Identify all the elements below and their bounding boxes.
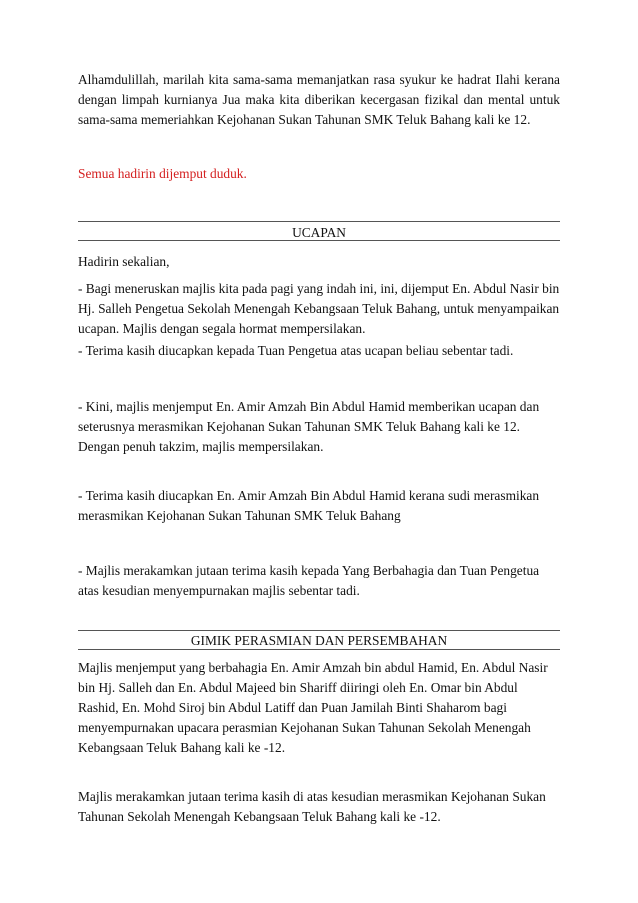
- ucapan-paragraph-4: - Terima kasih diucapkan En. Amir Amzah Bin Abdul Hamid kerana sudi merasmikan merasmikan Kejohanan Sukan Tahunan SMK Teluk Bahang: [78, 488, 540, 523]
- ucapan-paragraph-3: - Kini, majlis menjemput En. Amir Amzah Bin Abdul Hamid memberikan ucapan dan seterusnya merasmikan Kejohanan Sukan Tahunan SMK Teluk Bahang kali ke 12. Dengan penuh takzim, majlis mempersilakan.: [78, 399, 540, 454]
- divider-bottom-gimik: [78, 649, 560, 650]
- intro-paragraph: Alhamdulillah, marilah kita sama-sama memanjatkan rasa syukur ke hadrat Ilahi kerana dengan limpah kurnianya Jua maka kita diberikan kecergasan fizikal dan mental untuk sama-sama memeriahkan Kejohanan Sukan Tahunan SMK Teluk Bahang kali ke 12.: [78, 72, 560, 127]
- ucapan-paragraph-1: - Bagi meneruskan majlis kita pada pagi yang indah ini, ini, dijemput En. Abdul Nasir bin Hj. Salleh Pengetua Sekolah Menengah Kebangsaan Teluk Bahang, untuk menyampaikan ucapan. Majlis dengan segala hormat mempersilakan.: [78, 281, 560, 336]
- gimik-paragraph-1: Majlis menjemput yang berbahagia En. Amir Amzah bin abdul Hamid, En. Abdul Nasir bin Hj. Salleh dan En. Abdul Majeed bin Shariff diiringi oleh En. Omar bin Abdul Rashid, En. Mohd Siroj bin Abdul Latiff dan Puan Jamilah Binti Shaharom bagi menyempurnakan upacara perasmian Kejohanan Sukan Tahunan Sekolah Menengah Kebangsaan Teluk Bahang kali ke -12.: [78, 660, 548, 755]
- divider-top-gimik: [78, 630, 560, 631]
- seated-notice: Semua hadirin dijemput duduk.: [78, 166, 247, 181]
- divider-top-ucapan: [78, 221, 560, 222]
- ucapan-paragraph-2: - Terima kasih diucapkan kepada Tuan Pengetua atas ucapan beliau sebentar tadi.: [78, 343, 514, 358]
- divider-bottom-ucapan: [78, 240, 560, 241]
- greeting: Hadirin sekalian,: [78, 254, 170, 269]
- ucapan-paragraph-5: - Majlis merakamkan jutaan terima kasih kepada Yang Berbahagia dan Tuan Pengetua atas kesudian menyempurnakan majlis sebentar tadi.: [78, 563, 540, 598]
- gimik-paragraph-2: Majlis merakamkan jutaan terima kasih di atas kesudian merasmikan Kejohanan Sukan Tahunan Sekolah Menengah Kebangsaan Teluk Bahang kali ke -12.: [78, 789, 546, 824]
- section-heading-ucapan: UCAPAN: [292, 225, 346, 240]
- section-heading-gimik: GIMIK PERASMIAN DAN PERSEMBAHAN: [190, 633, 448, 648]
